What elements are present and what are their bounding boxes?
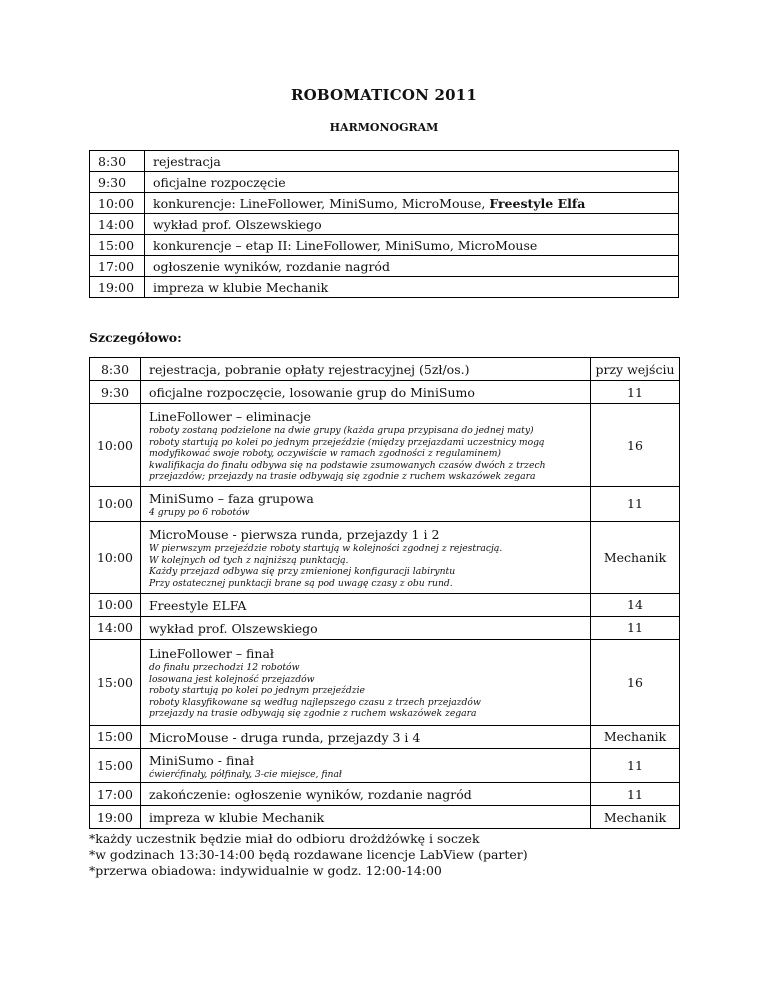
detail-location: 11	[591, 381, 680, 404]
detailed-schedule-table	[89, 357, 680, 829]
detail-time: 15:00	[90, 725, 141, 748]
detail-description	[141, 487, 591, 522]
summary-event-text: konkurencje: LineFollower, MiniSumo, MicroMouse,	[153, 195, 490, 211]
detail-title: LineFollower – finał	[149, 646, 274, 662]
detail-location: przy wejściu	[591, 358, 680, 381]
detail-location: 14	[591, 593, 680, 616]
detail-title: Freestyle ELFA	[149, 597, 247, 613]
detail-row	[90, 783, 680, 806]
summary-event	[145, 151, 679, 172]
detail-note: roboty startują po kolei po jednym przejeździe (między przejazdami uczestnicy mogą modyfikować swoje roboty, oczywiście w ramach zgodności z regulaminem)	[149, 436, 545, 460]
details-heading: Szczegółowo:	[89, 330, 182, 345]
summary-event	[145, 172, 679, 193]
detail-location: 11	[591, 748, 680, 783]
detail-note: roboty zostaną podzielone na dwie grupy (każda grupa przypisana do jednej maty)	[149, 425, 534, 437]
detail-description	[141, 358, 591, 381]
detail-description	[141, 725, 591, 748]
detail-location: 11	[591, 616, 680, 639]
detail-description	[141, 806, 591, 829]
summary-event-text: ogłoszenie wyników, rozdanie nagród	[153, 258, 390, 274]
detail-time: 15:00	[90, 748, 141, 783]
detail-description	[141, 381, 591, 404]
footer-note: *każdy uczestnik będzie miał do odbioru drożdżówkę i soczek	[89, 831, 480, 846]
detail-title: MiniSumo – faza grupowa	[149, 491, 314, 506]
summary-time: 19:00	[90, 277, 145, 298]
detail-note: Każdy przejazd odbywa się przy zmienionej konfiguracji labiryntu	[149, 566, 456, 578]
detail-description	[141, 748, 591, 783]
summary-event-text: rejestracja	[153, 153, 221, 169]
detail-note: 4 grupy po 6 robotów	[149, 507, 250, 518]
detail-title: MicroMouse - druga runda, przejazdy 3 i 4	[149, 729, 421, 745]
summary-row	[90, 256, 679, 277]
summary-row	[90, 151, 679, 172]
detail-title: oficjalne rozpoczęcie, losowanie grup do MiniSumo	[149, 385, 475, 400]
summary-schedule-table	[89, 150, 679, 298]
detail-description	[141, 593, 591, 616]
detail-title: MicroMouse - pierwsza runda, przejazdy 1 i 2	[149, 526, 440, 542]
detail-row	[90, 806, 680, 829]
summary-time: 10:00	[90, 193, 145, 214]
summary-time: 14:00	[90, 214, 145, 235]
detail-row	[90, 521, 680, 593]
summary-row	[90, 193, 679, 214]
summary-event	[145, 235, 679, 256]
detail-location: Mechanik	[591, 806, 680, 829]
summary-row	[90, 214, 679, 235]
summary-event	[145, 193, 679, 214]
detail-time: 8:30	[90, 358, 141, 381]
detail-description	[141, 783, 591, 806]
footer-note: *w godzinach 13:30-14:00 będą rozdawane licencje LabView (parter)	[89, 847, 528, 862]
detail-location: 11	[591, 487, 680, 522]
summary-time: 15:00	[90, 235, 145, 256]
detail-time: 14:00	[90, 616, 141, 639]
summary-event-text: wykład prof. Olszewskiego	[153, 216, 322, 232]
detail-title: LineFollower – eliminacje	[149, 409, 312, 425]
summary-event	[145, 214, 679, 235]
footer-notes	[89, 831, 528, 879]
detail-time: 10:00	[90, 593, 141, 616]
detail-row	[90, 404, 680, 487]
detail-title: wykład prof. Olszewskiego	[149, 620, 318, 636]
detail-note: ćwierćfinały, półfinały, 3-cie miejsce, finał	[149, 768, 342, 780]
summary-time: 9:30	[90, 172, 145, 193]
detail-note: do finału przechodzi 12 robotów	[149, 662, 300, 674]
detail-row	[90, 748, 680, 783]
summary-event-text: oficjalne rozpoczęcie	[153, 174, 286, 190]
detail-note: roboty startują po kolei po jednym przejeździe	[149, 685, 365, 697]
summary-event-text: impreza w klubie Mechanik	[153, 279, 329, 295]
detail-row	[90, 593, 680, 616]
detail-title: MiniSumo - finał	[149, 752, 254, 768]
detail-description	[141, 404, 591, 487]
detail-note: W kolejnych od tych z najniższą punktacją.	[149, 554, 349, 566]
summary-time: 8:30	[90, 151, 145, 172]
detail-location: Mechanik	[591, 725, 680, 748]
detail-description	[141, 639, 591, 725]
detail-location: Mechanik	[591, 521, 680, 593]
detail-location: 16	[591, 639, 680, 725]
detail-title: zakończenie: ogłoszenie wyników, rozdanie nagród	[149, 787, 472, 803]
document-subtitle: HARMONOGRAM	[329, 121, 439, 134]
detail-note: Przy ostatecznej punktacji brane są pod uwagę czasy z obu rund.	[149, 577, 453, 589]
detail-time: 10:00	[90, 487, 141, 522]
summary-event	[145, 277, 679, 298]
summary-row	[90, 277, 679, 298]
detail-note: przejazdy na trasie odbywają się zgodnie z ruchem wskazówek zegara	[149, 708, 477, 720]
detail-title: impreza w klubie Mechanik	[149, 810, 325, 826]
detail-row	[90, 487, 680, 522]
detail-note: losowana jest kolejność przejazdów	[149, 673, 315, 685]
detail-row	[90, 381, 680, 404]
summary-event-text: konkurencje – etap II: LineFollower, MiniSumo, MicroMouse	[153, 237, 538, 253]
detail-time: 19:00	[90, 806, 141, 829]
detail-description	[141, 521, 591, 593]
detail-time: 15:00	[90, 639, 141, 725]
detail-time: 10:00	[90, 404, 141, 487]
detail-row	[90, 725, 680, 748]
document-title: ROBOMATICON 2011	[290, 86, 478, 104]
footer-note: *przerwa obiadowa: indywidualnie w godz. 12:00-14:00	[89, 863, 442, 878]
detail-note: roboty klasyfikowane są według najlepszego czasu z trzech przejazdów	[149, 696, 481, 708]
summary-event	[145, 256, 679, 277]
detail-time: 10:00	[90, 521, 141, 593]
detail-description	[141, 616, 591, 639]
detail-note: W pierwszym przejeździe roboty startują w kolejności zgodnej z rejestracją.	[149, 542, 503, 554]
detail-row	[90, 358, 680, 381]
detail-row	[90, 639, 680, 725]
detail-location: 16	[591, 404, 680, 487]
detail-title: rejestracja, pobranie opłaty rejestracyjnej (5zł/os.)	[149, 362, 470, 377]
detail-time: 9:30	[90, 381, 141, 404]
summary-time: 17:00	[90, 256, 145, 277]
summary-row	[90, 172, 679, 193]
detail-note: kwalifikacja do finału odbywa się na podstawie zsumowanych czasów dwóch z trzech przejazdów; przejazdy na trasie odbywają się zgodnie z ruchem wskazówek zegara	[149, 459, 546, 483]
summary-event-highlight: Freestyle Elfa	[489, 195, 586, 211]
summary-row	[90, 235, 679, 256]
detail-location: 11	[591, 783, 680, 806]
detail-time: 17:00	[90, 783, 141, 806]
detail-row	[90, 616, 680, 639]
